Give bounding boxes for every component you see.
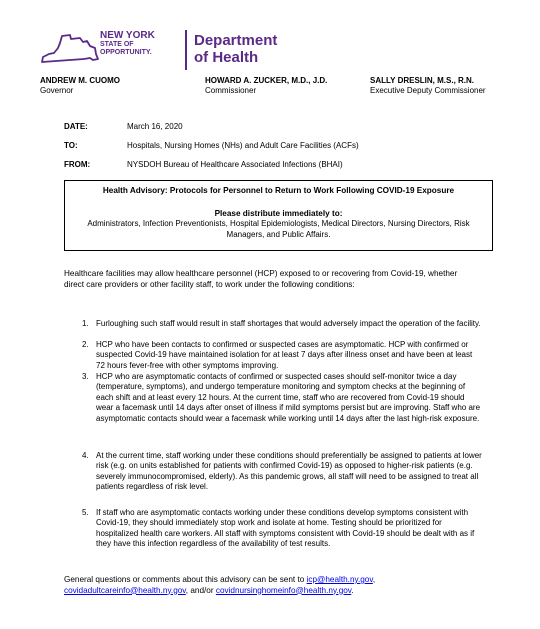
department-line2: of Health xyxy=(194,49,259,66)
closing-end: . xyxy=(351,585,354,595)
email-link-icp[interactable]: icp@health.ny.gov xyxy=(306,575,373,584)
memo-to-value: Hospitals, Nursing Homes (NHs) and Adult Care Facilities (ACFs) xyxy=(127,141,359,150)
advisory-box xyxy=(64,180,493,251)
department-of-health-title xyxy=(194,32,277,66)
logo-line2: STATE OF xyxy=(100,40,134,48)
logo-line1: NEW YORK xyxy=(100,30,155,41)
email-link-nursing-home[interactable]: covidnursinghomeinfo@health.ny.gov xyxy=(215,585,352,595)
official-title: Commissioner xyxy=(205,86,257,95)
condition-number: 3. xyxy=(82,372,89,381)
condition-text: HCP who have been contacts to confirmed or suspected cases are asymptomatic. HCP with confirmed or suspected Covid-19 have maintained isolation for at least 7 days after illness onset and have been at least 72 hours fever-free with other symptoms improving. xyxy=(96,340,473,370)
official-name: SALLY DRESLIN, M.S., R.N. xyxy=(370,76,475,85)
condition-text: HCP who are asymptomatic contacts of confirmed or suspected cases should self-monitor twice a day (temperature, symptoms), and undergo temperature monitoring and symptom checks at the beginning of each shift and at least every 12 hours. At the current time, staff who are recovered from Covid-19 should wear a facemask until 14 days after onset of illness if mild symptoms persist but are improving. Staff who are asymptomatic contacts should wear a facemask while working until 14 days after the last high-risk exposure. xyxy=(96,372,481,423)
condition-text: Furloughing such staff would result in staff shortages that would adversely impact the operation of the facility. xyxy=(96,319,481,328)
condition-number: 5. xyxy=(82,508,89,517)
email-link-adult-care[interactable]: covidadultcareinfo@health.ny.gov xyxy=(64,585,186,595)
official-name: ANDREW M. CUOMO xyxy=(40,76,120,85)
closing-text: General questions or comments about this advisory can be sent to xyxy=(64,575,307,584)
condition-number: 2. xyxy=(82,340,89,349)
closing-contacts xyxy=(64,575,484,596)
condition-number: 1. xyxy=(82,319,89,328)
condition-text: If staff who are asymptomatic contacts working under these conditions develop symptoms consistent with Covid-19, they should immediately stop work and isolate at home. Testing should be prioritized for hospitalized health care workers. All staff with symptoms consistent with Covid-19 should be dealt with as if they have this infection regardless of the availability of test results. xyxy=(96,508,475,549)
official-governor xyxy=(40,76,120,96)
official-commissioner xyxy=(205,76,327,96)
official-deputy-commissioner xyxy=(370,76,486,96)
official-title: Governor xyxy=(40,86,74,95)
department-line1: Department xyxy=(194,32,278,49)
closing-separator: , xyxy=(372,575,376,584)
memo-date-value: March 16, 2020 xyxy=(127,122,183,131)
advisory-recipients: Administrators, Infection Preventionists, Hospital Epidemiologists, Medical Directors, Nursing Directors, Risk Managers, and Public Affairs. xyxy=(87,219,470,239)
memo-from-value: NYSDOH Bureau of Healthcare Associated Infections (BHAI) xyxy=(127,160,343,169)
condition-number: 4. xyxy=(82,451,89,460)
official-name: HOWARD A. ZUCKER, M.D., J.D. xyxy=(205,76,328,85)
closing-separator: , and/or xyxy=(185,585,216,595)
advisory-title: Health Advisory: Protocols for Personnel to Return to Work Following COVID-19 Exposure xyxy=(102,186,455,195)
condition-text: At the current time, staff working under these conditions should preferentially be assigned to patients at lower risk (e.g. on units established for patients with confirmed Covid-19) as opposed to higher-risk patients (e.g. severely immunocompromised, elderly). As this pandemic grows, all staff will need to be assigned to treat all patients regardless of risk level. xyxy=(96,451,482,492)
logo-line3: OPPORTUNITY. xyxy=(100,49,152,56)
memo-date-label: DATE: xyxy=(64,122,88,131)
logo-divider xyxy=(185,30,187,70)
official-title: Executive Deputy Commissioner xyxy=(370,86,486,95)
nys-doh-logo xyxy=(40,22,278,72)
intro-paragraph: Healthcare facilities may allow healthcare personnel (HCP) exposed to or recovering from Covid-19, whether direct care providers or other facility staff, to work under the following conditions: xyxy=(64,269,458,289)
advisory-distribute-heading: Please distribute immediately to: xyxy=(214,209,343,218)
new-york-state-map-icon xyxy=(40,34,102,64)
memo-to-label: TO: xyxy=(64,141,78,150)
memo-from-label: FROM: xyxy=(64,160,91,169)
nys-opportunity-wordmark xyxy=(100,32,155,58)
